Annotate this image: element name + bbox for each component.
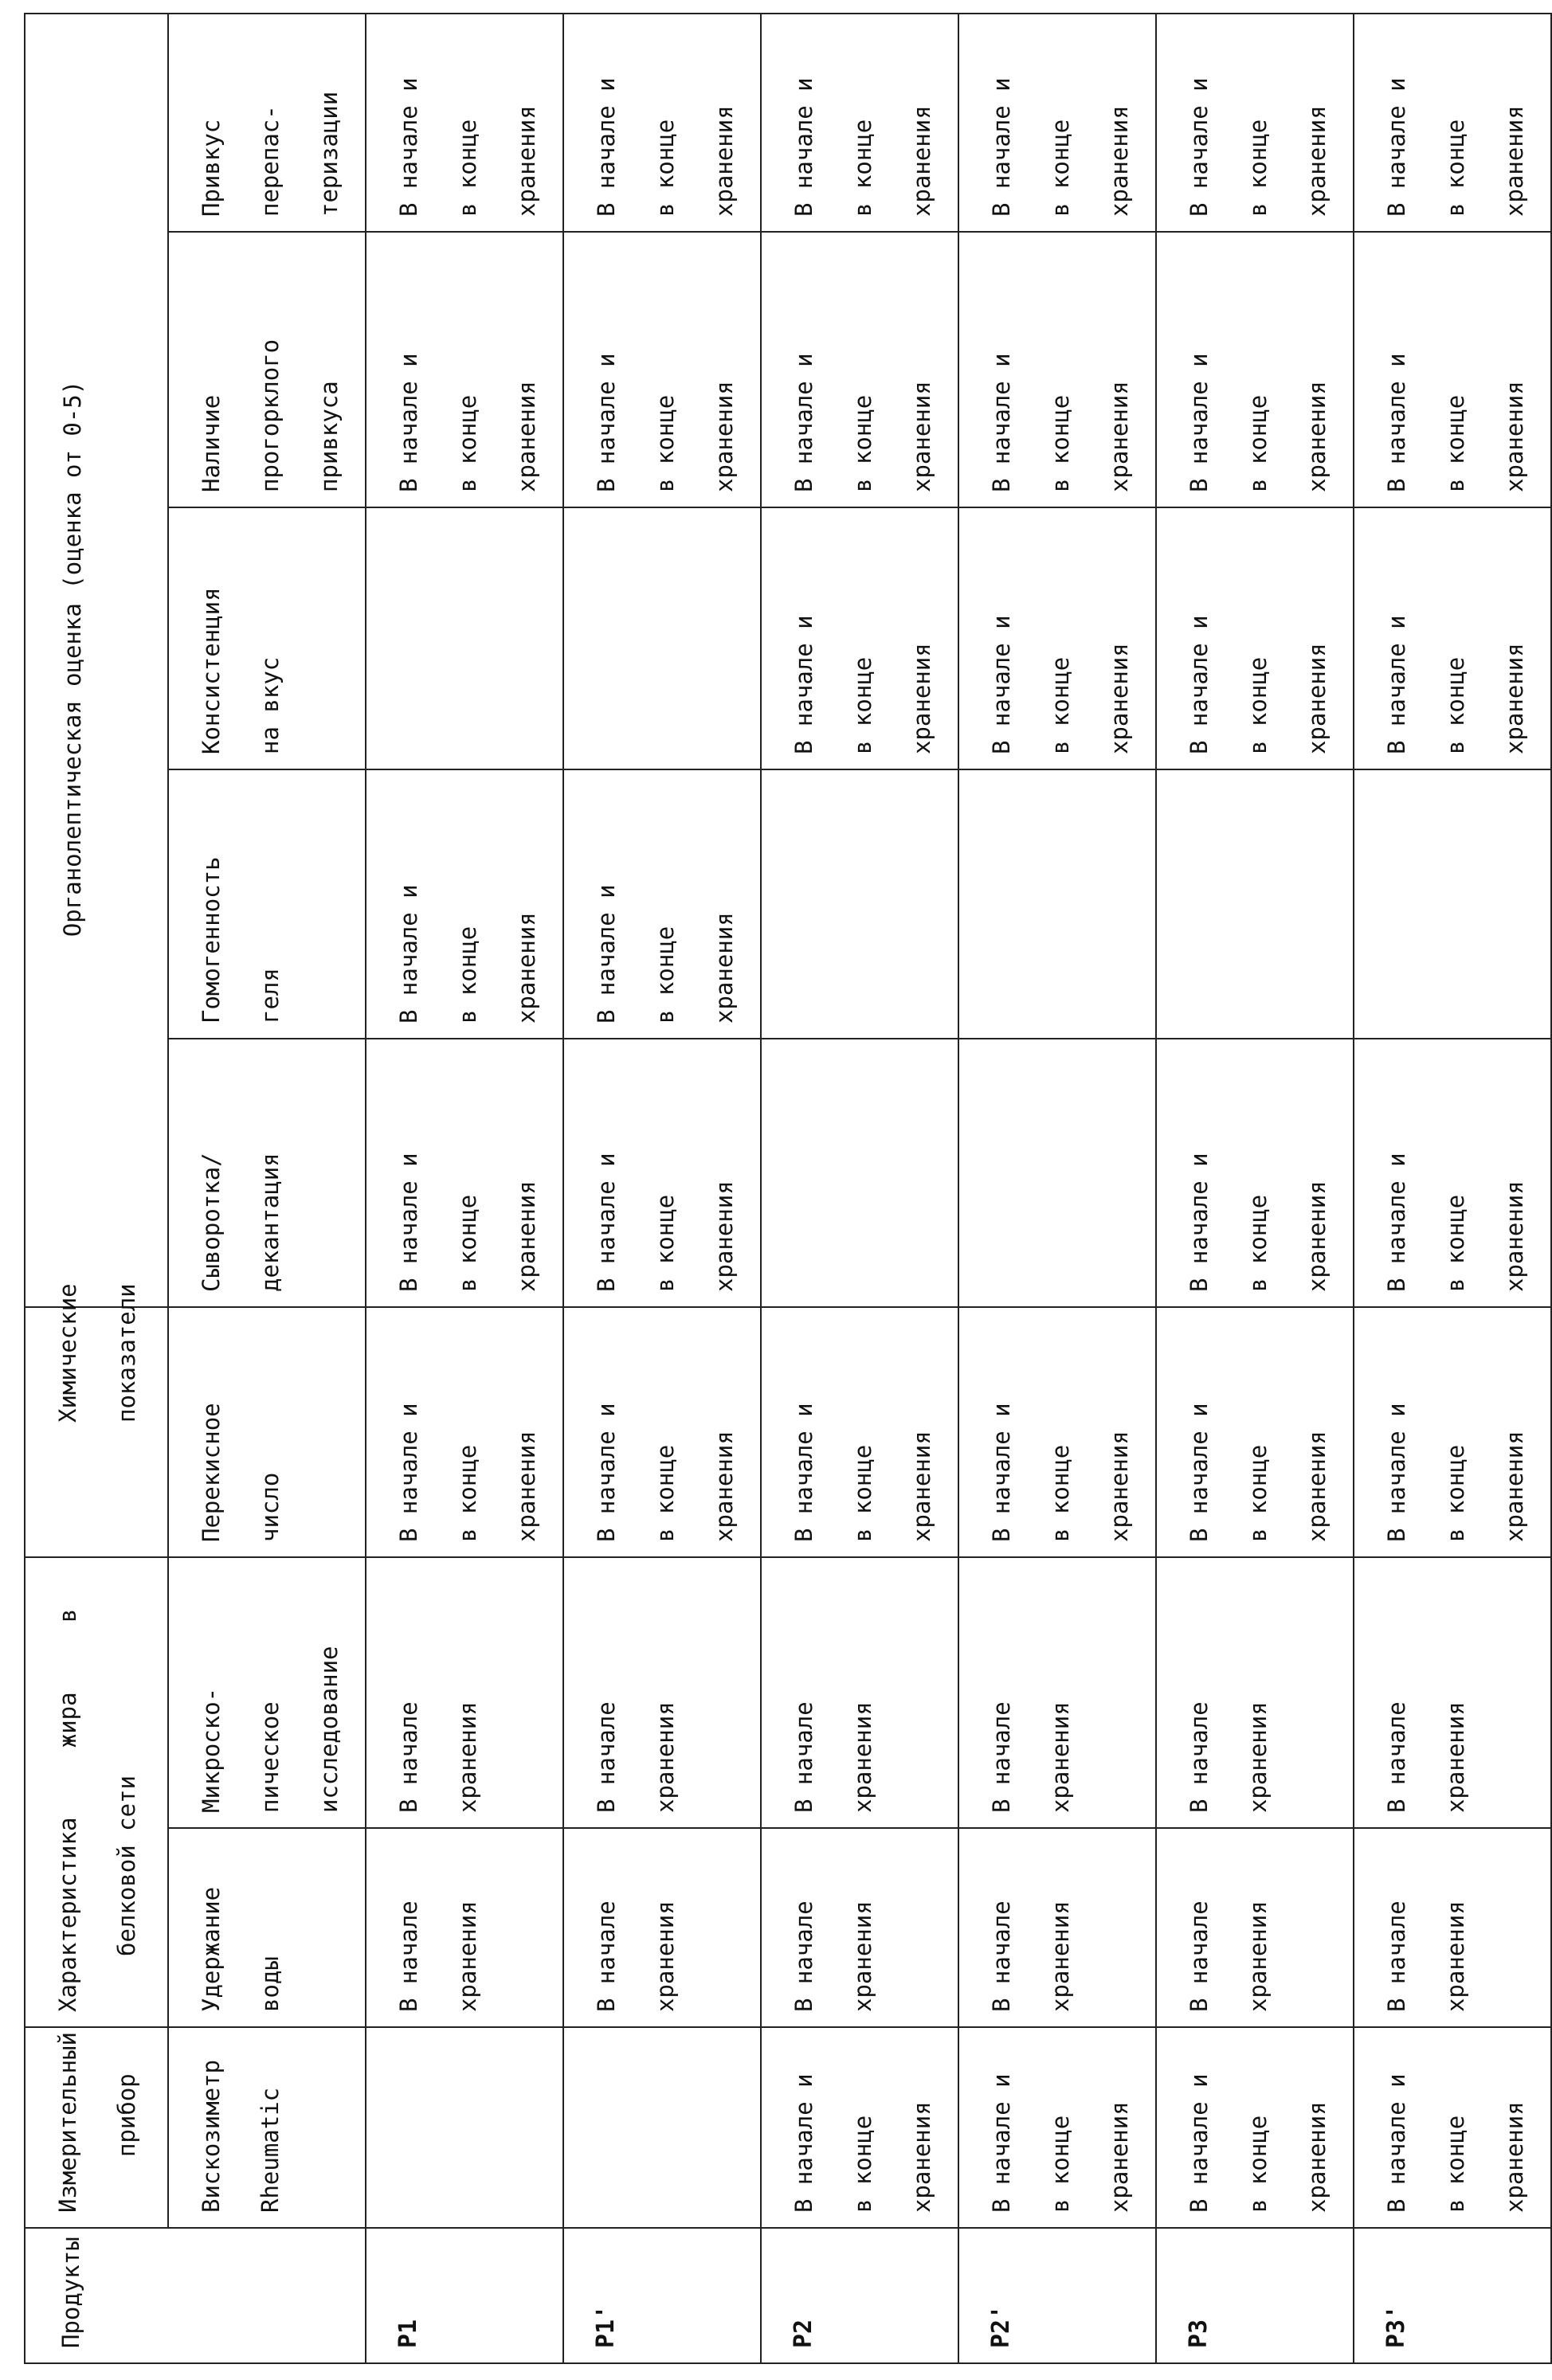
cell-text-line: В начале и	[774, 1319, 833, 1542]
cell-water_retention	[1156, 1828, 1354, 2027]
cell-text-line: хранения	[1229, 1569, 1287, 1813]
cell-text-line: хранения	[892, 2039, 951, 2213]
cell-rancid	[563, 232, 761, 507]
cell-text-line: В начале и	[379, 1319, 438, 1542]
cell-text-line: в конце	[1031, 244, 1090, 492]
cell-serum	[366, 1039, 563, 1307]
product-cell	[1156, 2228, 1354, 2363]
cell-text-line: хранения	[636, 1840, 695, 2012]
cell-text-line: В начале и	[972, 1319, 1031, 1542]
cell-text-line: хранения	[892, 25, 951, 217]
cell-text-line: хранения	[1229, 1840, 1287, 2012]
cell-text-line: в конце	[1229, 25, 1287, 217]
cell-text-line: хранения	[1090, 2039, 1149, 2213]
cell-text-line: в конце	[1426, 1051, 1485, 1292]
cell-text-line: хранения	[1485, 1319, 1544, 1542]
cell-overpast	[563, 14, 761, 232]
cell-text-line: хранения	[833, 1840, 892, 2012]
cell-text-line: в конце	[636, 781, 695, 1024]
cell-text-line: В начале и	[577, 25, 636, 217]
cell-text-line: в конце	[833, 1319, 892, 1542]
product-code: P2	[774, 2240, 833, 2348]
cell-text-line: хранения	[695, 1319, 754, 1542]
cell-homogeneity	[761, 769, 958, 1039]
column-header-microscopic-line: пическое	[241, 1569, 300, 1813]
cell-peroxide	[1156, 1307, 1354, 1557]
cell-peroxide	[1354, 1307, 1551, 1557]
measuring-device-header-cell	[25, 2027, 168, 2228]
cell-text-line: хранения	[1485, 244, 1544, 492]
protein-network-line-1: Характеристика жира в	[38, 1569, 97, 2012]
cell-text-line: хранения	[1426, 1840, 1485, 2012]
cell-text-line: В начале	[379, 1569, 438, 1813]
cell-text-line: хранения	[833, 1569, 892, 1813]
cell-text-line: В начале	[774, 1569, 833, 1813]
measuring-device-line-2: прибор	[97, 2039, 156, 2213]
cell-text-line: в конце	[636, 1051, 695, 1292]
column-header-peroxide-line: Перекисное	[182, 1319, 241, 1542]
cell-viscometer	[1156, 2027, 1354, 2228]
chemical-header-cell	[25, 1307, 168, 1557]
organoleptic-header-cell	[25, 14, 168, 1307]
product-cell	[563, 2228, 761, 2363]
cell-text-line: В начале и	[1170, 2039, 1229, 2213]
product-cell	[958, 2228, 1156, 2363]
cell-text-line: в конце	[833, 244, 892, 492]
cell-text-line: в конце	[438, 781, 497, 1024]
cell-text-line: хранения	[1090, 519, 1149, 754]
cell-text-line: в конце	[1229, 244, 1287, 492]
cell-text-line: хранения	[695, 25, 754, 217]
column-header-consistency-line: Консистенция	[182, 519, 241, 754]
cell-viscometer	[366, 2027, 563, 2228]
cell-text-line: В начале и	[1367, 25, 1426, 217]
column-header-peroxide-line: число	[241, 1319, 300, 1542]
product-cell	[366, 2228, 563, 2363]
cell-text-line: В начале и	[577, 781, 636, 1024]
column-header-overpast-line: перепас-	[241, 25, 300, 217]
cell-rancid	[1354, 232, 1551, 507]
cell-text-line: В начале и	[1170, 244, 1229, 492]
cell-consistency	[761, 507, 958, 769]
cell-text-line: в конце	[1229, 519, 1287, 754]
column-header-serum-line: декантация	[241, 1051, 300, 1292]
table-row	[563, 14, 761, 2363]
column-header-microscopic-line: исследование	[300, 1569, 359, 1813]
cell-serum	[958, 1039, 1156, 1307]
cell-text-line: в конце	[833, 25, 892, 217]
cell-text-line: в конце	[438, 244, 497, 492]
products-header-label: Продукты	[41, 2240, 100, 2348]
column-header-homogeneity-line: геля	[241, 781, 300, 1024]
column-header-row	[168, 14, 366, 2363]
cell-text-line: хранения	[892, 1319, 951, 1542]
product-cell	[1354, 2228, 1551, 2363]
cell-serum	[563, 1039, 761, 1307]
cell-water_retention	[958, 1828, 1156, 2027]
column-header-peroxide	[168, 1307, 366, 1557]
cell-text-line: в конце	[1031, 1319, 1090, 1542]
cell-text-line: В начале и	[577, 244, 636, 492]
cell-rancid	[958, 232, 1156, 507]
cell-text-line: в конце	[1229, 1319, 1287, 1542]
cell-text-line: В начале и	[972, 519, 1031, 754]
column-header-homogeneity-line: Гомогенность	[182, 781, 241, 1024]
cell-text-line: хранения	[1287, 519, 1346, 754]
cell-text-line: хранения	[1287, 244, 1346, 492]
cell-rancid	[1156, 232, 1354, 507]
protein-network-line-2: белковой сети	[97, 1569, 156, 2012]
cell-text-line: В начале	[972, 1840, 1031, 2012]
cell-text-line: хранения	[695, 244, 754, 492]
column-header-water_retention-line: воды	[241, 1840, 300, 2012]
cell-text-line: хранения	[1485, 25, 1544, 217]
cell-text-line: в конце	[636, 1319, 695, 1542]
organoleptic-label: Органолептическая оценка (оценка от 0-5)	[43, 25, 102, 1292]
cell-text-line: В начале и	[1170, 1051, 1229, 1292]
cell-text-line: В начале и	[972, 2039, 1031, 2213]
cell-text-line: В начале	[972, 1569, 1031, 1813]
table-row	[366, 14, 563, 2363]
cell-microscopic	[1354, 1557, 1551, 1828]
cell-text-line: хранения	[1090, 1319, 1149, 1542]
cell-text-line: хранения	[1287, 1319, 1346, 1542]
cell-homogeneity	[1354, 769, 1551, 1039]
column-header-overpast-line: Привкус	[182, 25, 241, 217]
products-header-cell	[25, 2228, 366, 2363]
cell-homogeneity	[958, 769, 1156, 1039]
cell-text-line: хранения	[1287, 25, 1346, 217]
column-header-rancid	[168, 232, 366, 507]
column-header-viscometer	[168, 2027, 366, 2228]
product-code: P3	[1170, 2240, 1229, 2348]
product-code: P2'	[972, 2240, 1031, 2348]
cell-text-line: В начале и	[1367, 1051, 1426, 1292]
cell-peroxide	[366, 1307, 563, 1557]
cell-text-line: в конце	[1031, 2039, 1090, 2213]
cell-homogeneity	[1156, 769, 1354, 1039]
cell-text-line: хранения	[892, 519, 951, 754]
product-cell	[761, 2228, 958, 2363]
cell-text-line: В начале и	[379, 25, 438, 217]
cell-text-line: В начале	[379, 1840, 438, 2012]
cell-text-line: В начале и	[774, 244, 833, 492]
cell-text-line: хранения	[1485, 519, 1544, 754]
cell-viscometer	[1354, 2027, 1551, 2228]
cell-microscopic	[563, 1557, 761, 1828]
column-header-homogeneity	[168, 769, 366, 1039]
cell-text-line: В начале и	[972, 244, 1031, 492]
cell-text-line: В начале и	[774, 2039, 833, 2213]
cell-text-line: В начале и	[379, 781, 438, 1024]
cell-overpast	[958, 14, 1156, 232]
cell-text-line: в конце	[636, 244, 695, 492]
cell-text-line: В начале и	[577, 1051, 636, 1292]
cell-text-line: В начале и	[1170, 1319, 1229, 1542]
cell-text-line: хранения	[497, 244, 556, 492]
cell-text-line: хранения	[438, 1569, 497, 1813]
column-header-rancid-line: Наличие	[182, 244, 241, 492]
cell-microscopic	[761, 1557, 958, 1828]
cell-text-line: хранения	[1426, 1569, 1485, 1813]
cell-text-line: хранения	[1031, 1569, 1090, 1813]
cell-text-line: хранения	[695, 781, 754, 1024]
cell-overpast	[1354, 14, 1551, 232]
chemical-line-2: показатели	[97, 1319, 156, 1542]
column-header-viscometer-line: Вискозиметр	[182, 2039, 241, 2213]
cell-text-line: в конце	[438, 1319, 497, 1542]
cell-water_retention	[366, 1828, 563, 2027]
cell-text-line: в конце	[1229, 1051, 1287, 1292]
header-group-row	[25, 14, 168, 2363]
cell-text-line: В начале	[1367, 1569, 1426, 1813]
cell-text-line: хранения	[497, 1319, 556, 1542]
cell-text-line: В начале и	[379, 244, 438, 492]
cell-microscopic	[958, 1557, 1156, 1828]
cell-text-line: В начале и	[1367, 2039, 1426, 2213]
cell-text-line: в конце	[1426, 244, 1485, 492]
cell-consistency	[958, 507, 1156, 769]
cell-text-line: в конце	[1031, 519, 1090, 754]
column-header-consistency	[168, 507, 366, 769]
cell-microscopic	[1156, 1557, 1354, 1828]
cell-text-line: в конце	[833, 519, 892, 754]
product-code: P3'	[1367, 2240, 1426, 2348]
cell-text-line: хранения	[497, 781, 556, 1024]
cell-text-line: в конце	[1426, 25, 1485, 217]
cell-text-line: В начале	[774, 1840, 833, 2012]
cell-homogeneity	[563, 769, 761, 1039]
cell-water_retention	[1354, 1828, 1551, 2027]
cell-microscopic	[366, 1557, 563, 1828]
cell-rancid	[366, 232, 563, 507]
chemical-line-1: Химические	[38, 1319, 97, 1542]
cell-text-line: В начале и	[972, 25, 1031, 217]
cell-text-line: в конце	[1426, 2039, 1485, 2213]
cell-text-line: хранения	[1090, 244, 1149, 492]
column-header-water_retention	[168, 1828, 366, 2027]
cell-text-line: хранения	[1090, 25, 1149, 217]
cell-text-line: В начале	[1367, 1840, 1426, 2012]
cell-water_retention	[563, 1828, 761, 2027]
cell-overpast	[366, 14, 563, 232]
cell-consistency	[563, 507, 761, 769]
cell-text-line: хранения	[1031, 1840, 1090, 2012]
cell-text-line: в конце	[1229, 2039, 1287, 2213]
table-row	[958, 14, 1156, 2363]
column-header-viscometer-line: Rheumatic	[241, 2039, 300, 2213]
cell-text-line: хранения	[1485, 1051, 1544, 1292]
table-row	[761, 14, 958, 2363]
product-code: P1	[379, 2240, 438, 2348]
measuring-device-line-1: Измерительный	[38, 2039, 97, 2213]
cell-peroxide	[958, 1307, 1156, 1557]
column-header-overpast	[168, 14, 366, 232]
column-header-microscopic	[168, 1557, 366, 1828]
cell-text-line: в конце	[1426, 519, 1485, 754]
cell-serum	[1156, 1039, 1354, 1307]
table-row	[1354, 14, 1551, 2363]
cell-viscometer	[761, 2027, 958, 2228]
column-header-rancid-line: прогорклого	[241, 244, 300, 492]
cell-text-line: В начале и	[1367, 519, 1426, 754]
cell-text-line: В начале	[1170, 1840, 1229, 2012]
cell-text-line: в конце	[1426, 1319, 1485, 1542]
cell-text-line: В начале и	[1170, 519, 1229, 754]
cell-text-line: В начале и	[774, 519, 833, 754]
cell-text-line: хранения	[1287, 2039, 1346, 2213]
column-header-serum-line: Сыворотка/	[182, 1051, 241, 1292]
column-header-consistency-line: на вкус	[241, 519, 300, 754]
table-row	[1156, 14, 1354, 2363]
cell-text-line: хранения	[695, 1051, 754, 1292]
cell-consistency	[1156, 507, 1354, 769]
cell-serum	[1354, 1039, 1551, 1307]
cell-peroxide	[761, 1307, 958, 1557]
column-header-microscopic-line: Микроско-	[182, 1569, 241, 1813]
cell-viscometer	[958, 2027, 1156, 2228]
rotated-document-page	[0, 0, 1401, 2380]
cell-text-line: хранения	[636, 1569, 695, 1813]
cell-text-line: хранения	[497, 1051, 556, 1292]
cell-text-line: В начале и	[577, 1319, 636, 1542]
cell-text-line: В начале и	[1170, 25, 1229, 217]
column-header-water_retention-line: Удержание	[182, 1840, 241, 2012]
cell-overpast	[1156, 14, 1354, 232]
cell-consistency	[366, 507, 563, 769]
cell-text-line: в конце	[636, 25, 695, 217]
cell-text-line: В начале и	[1367, 1319, 1426, 1542]
column-header-rancid-line: привкуса	[300, 244, 359, 492]
cell-overpast	[761, 14, 958, 232]
cell-text-line: В начале	[577, 1569, 636, 1813]
cell-text-line: хранения	[892, 244, 951, 492]
product-code: P1'	[577, 2240, 636, 2348]
cell-text-line: В начале	[1170, 1569, 1229, 1813]
cell-text-line: В начале и	[774, 25, 833, 217]
cell-text-line: хранения	[438, 1840, 497, 2012]
cell-text-line: В начале	[577, 1840, 636, 2012]
cell-text-line: в конце	[438, 25, 497, 217]
cell-viscometer	[563, 2027, 761, 2228]
cell-water_retention	[761, 1828, 958, 2027]
column-header-overpast-line: теризации	[300, 25, 359, 217]
cell-text-line: хранения	[497, 25, 556, 217]
cell-text-line: хранения	[1287, 1051, 1346, 1292]
protein-network-header-cell	[25, 1557, 168, 2027]
cell-serum	[761, 1039, 958, 1307]
cell-homogeneity	[366, 769, 563, 1039]
cell-rancid	[761, 232, 958, 507]
cell-text-line: в конце	[833, 2039, 892, 2213]
cell-text-line: В начале и	[379, 1051, 438, 1292]
storage-analysis-table	[24, 13, 1552, 2364]
cell-text-line: в конце	[438, 1051, 497, 1292]
cell-text-line: В начале и	[1367, 244, 1426, 492]
cell-peroxide	[563, 1307, 761, 1557]
cell-text-line: в конце	[1031, 25, 1090, 217]
cell-text-line: хранения	[1485, 2039, 1544, 2213]
cell-consistency	[1354, 507, 1551, 769]
column-header-serum	[168, 1039, 366, 1307]
